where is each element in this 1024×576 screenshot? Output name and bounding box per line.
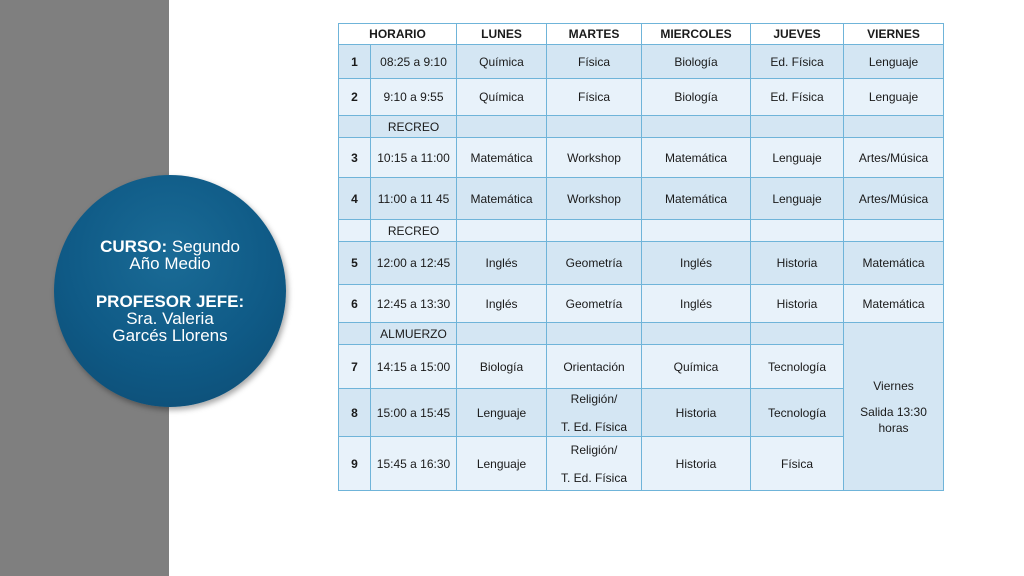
cell-martes: Orientación <box>547 345 642 389</box>
cell-viernes: Lenguaje <box>844 79 944 116</box>
cell-viernes: Matemática <box>844 285 944 323</box>
cell-martes: Geometría <box>547 285 642 323</box>
period-number: 8 <box>339 389 371 437</box>
period-number: 7 <box>339 345 371 389</box>
cell-martes-line1: Religión/ <box>570 391 618 406</box>
period-time: 11:00 a 11 45 <box>371 178 457 220</box>
profesor-label: PROFESOR JEFE: <box>95 292 245 311</box>
cell-viernes: Matemática <box>844 242 944 285</box>
period-time: 9:10 a 9:55 <box>371 79 457 116</box>
cell-martes-line1: Religión/ <box>570 442 618 457</box>
cell-jueves: Física <box>751 437 844 491</box>
period-number: 3 <box>339 138 371 178</box>
period-time: 12:45 a 13:30 <box>371 285 457 323</box>
cell-martes-line2: T. Ed. Física <box>561 470 628 485</box>
cell-miercoles: Inglés <box>642 242 751 285</box>
break-label: RECREO <box>371 220 457 242</box>
period-number: 4 <box>339 178 371 220</box>
cell-miercoles: Matemática <box>642 138 751 178</box>
cell-martes: Workshop <box>547 178 642 220</box>
cell-martes: Workshop <box>547 138 642 178</box>
header-martes: MARTES <box>547 24 642 45</box>
break-row <box>339 220 944 242</box>
cell-miercoles: Historia <box>642 389 751 437</box>
cell-martes <box>547 437 642 491</box>
header-horario: HORARIO <box>339 24 457 45</box>
period-time: 12:00 a 12:45 <box>371 242 457 285</box>
cell-martes: Física <box>547 79 642 116</box>
table-row <box>339 45 944 79</box>
curso-value-1: Segundo <box>171 237 240 256</box>
period-time: 14:15 a 15:00 <box>371 345 457 389</box>
header-viernes: VIERNES <box>844 24 944 45</box>
cell-martes: Geometría <box>547 242 642 285</box>
break-label: ALMUERZO <box>371 323 457 345</box>
viernes-salida-note <box>844 323 944 491</box>
header-row <box>339 24 944 45</box>
break-row <box>339 116 944 138</box>
cell-lunes: Inglés <box>457 285 547 323</box>
cell-jueves: Lenguaje <box>751 138 844 178</box>
period-time: 15:00 a 15:45 <box>371 389 457 437</box>
cell-lunes: Química <box>457 79 547 116</box>
cell-viernes: Lenguaje <box>844 45 944 79</box>
table-row <box>339 79 944 116</box>
cell-lunes: Lenguaje <box>457 389 547 437</box>
period-time: 10:15 a 11:00 <box>371 138 457 178</box>
break-row <box>339 323 944 345</box>
note-line2: Salida 13:30 <box>860 404 927 419</box>
cell-miercoles: Historia <box>642 437 751 491</box>
profesor-value-2: Garcés Llorens <box>112 326 228 345</box>
note-line3: horas <box>878 420 909 435</box>
note-line1: Viernes <box>873 378 914 393</box>
cell-jueves: Lenguaje <box>751 178 844 220</box>
cell-martes <box>547 389 642 437</box>
cell-jueves: Historia <box>751 242 844 285</box>
cell-jueves: Tecnología <box>751 345 844 389</box>
table-row <box>339 242 944 285</box>
period-number: 5 <box>339 242 371 285</box>
cell-lunes: Matemática <box>457 178 547 220</box>
cell-jueves: Ed. Física <box>751 45 844 79</box>
cell-miercoles: Inglés <box>642 285 751 323</box>
cell-miercoles: Biología <box>642 45 751 79</box>
cell-martes-line2: T. Ed. Física <box>561 419 628 434</box>
course-info-circle <box>54 175 286 407</box>
cell-jueves: Tecnología <box>751 389 844 437</box>
table-row <box>339 285 944 323</box>
cell-miercoles: Matemática <box>642 178 751 220</box>
period-number: 2 <box>339 79 371 116</box>
table-row <box>339 138 944 178</box>
cell-martes: Física <box>547 45 642 79</box>
period-number: 9 <box>339 437 371 491</box>
period-time: 08:25 a 9:10 <box>371 45 457 79</box>
cell-miercoles: Biología <box>642 79 751 116</box>
table-row <box>339 178 944 220</box>
period-time: 15:45 a 16:30 <box>371 437 457 491</box>
schedule-table <box>338 23 944 491</box>
curso-value-2: Año Medio <box>129 254 211 273</box>
cell-lunes: Matemática <box>457 138 547 178</box>
cell-lunes: Inglés <box>457 242 547 285</box>
profesor-value-1: Sra. Valeria <box>126 309 214 328</box>
cell-lunes: Química <box>457 45 547 79</box>
cell-lunes: Lenguaje <box>457 437 547 491</box>
cell-jueves: Ed. Física <box>751 79 844 116</box>
cell-lunes: Biología <box>457 345 547 389</box>
period-number: 6 <box>339 285 371 323</box>
period-number: 1 <box>339 45 371 79</box>
header-lunes: LUNES <box>457 24 547 45</box>
header-miercoles: MIERCOLES <box>642 24 751 45</box>
cell-jueves: Historia <box>751 285 844 323</box>
cell-viernes: Artes/Música <box>844 138 944 178</box>
header-jueves: JUEVES <box>751 24 844 45</box>
curso-label: CURSO: <box>100 237 168 256</box>
cell-miercoles: Química <box>642 345 751 389</box>
cell-viernes: Artes/Música <box>844 178 944 220</box>
curso-line1 <box>100 238 240 255</box>
break-label: RECREO <box>371 116 457 138</box>
